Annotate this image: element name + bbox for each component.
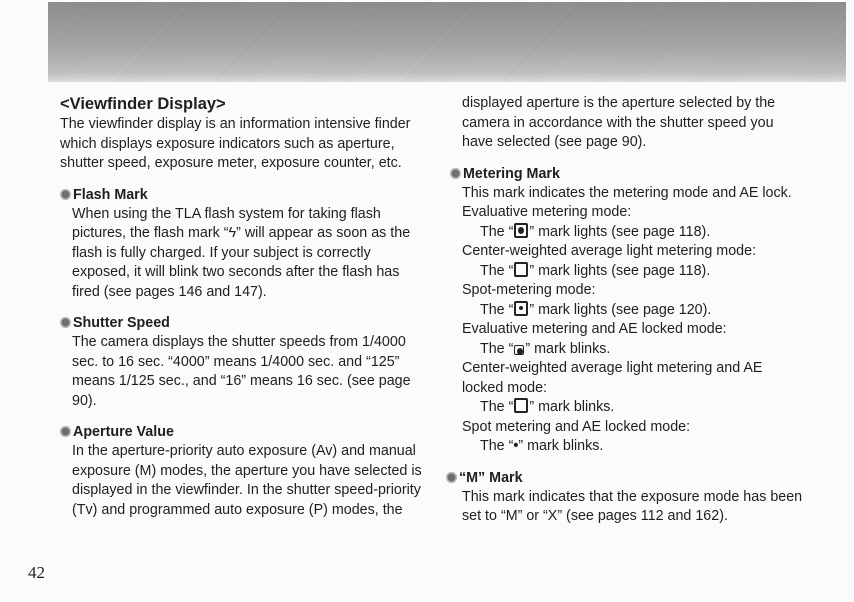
- spot-ae-dot-icon: •: [513, 438, 519, 454]
- header-banner: [48, 2, 846, 82]
- metering-mark-title: Metering Mark: [450, 164, 806, 184]
- aperture-value-text: In the aperture-priority auto exposure (Av) and manual exposure (M) modes, the aperture you have selected is displayed in the viewfinder. In the shutter speed-priority (Tv) and programmed auto exposure (P) modes, the: [72, 443, 422, 518]
- intro-paragraph: The viewfinder display is an information intensive finder which displays exposure indicators such as aperture, shutter speed, exposure meter, exposure counter, etc.: [60, 116, 411, 171]
- center-weighted-ae-lock-icon: [514, 398, 528, 413]
- item-number-icon: [60, 189, 71, 200]
- right-column: [446, 94, 806, 527]
- aperture-value-title: Aperture Value: [60, 422, 425, 442]
- eval-metering-label: Evaluative metering mode:: [462, 204, 632, 220]
- m-mark-section: [446, 468, 806, 527]
- spot-metering-icon: [514, 301, 528, 316]
- metering-intro: This mark indicates the metering mode and AE lock.: [462, 184, 792, 201]
- flash-mark-section: [72, 185, 425, 303]
- item-number-icon: [60, 317, 71, 328]
- shutter-speed-title: Shutter Speed: [60, 313, 425, 333]
- spot-ae-label: Spot metering and AE locked mode:: [462, 418, 691, 435]
- spot-metering-mark: The “ ” mark lights (see page 120).: [480, 301, 712, 318]
- page-number: 42: [28, 563, 45, 582]
- left-column: [60, 94, 425, 520]
- aperture-continuation: displayed aperture is the aperture selected by the camera in accordance with the shutter speed you have selected (see page 90).: [462, 95, 776, 150]
- item-number-icon: [446, 472, 457, 483]
- item-number-icon: [60, 426, 71, 437]
- flash-mark-text: When using the TLA flash system for taking flash pictures, the flash mark “ϟ” will appear as soon as the flash is fully charged. If your subject is correctly exposed, it will blink two seconds after the flash has fired (see pages 146 and 147).: [72, 205, 411, 300]
- evaluative-metering-icon: [514, 223, 528, 238]
- section-heading: <Viewfinder Display>: [60, 95, 226, 113]
- center-ae-mark: The “ ” mark blinks.: [480, 399, 615, 415]
- spot-ae-mark: The “•” mark blinks.: [480, 438, 604, 454]
- center-ae-label: Center-weighted average light metering and AE locked mode:: [462, 360, 763, 396]
- center-metering-mark: The “ ” mark lights (see page 118).: [480, 262, 711, 279]
- metering-mark-section: [462, 164, 806, 457]
- eval-ae-mark: The “ ” mark blinks.: [480, 340, 611, 357]
- evaluative-ae-lock-icon: [514, 345, 524, 355]
- m-mark-title: “M” Mark: [446, 468, 806, 488]
- flash-symbol-icon: ϟ: [228, 225, 237, 241]
- item-number-icon: [450, 168, 461, 179]
- m-mark-text: This mark indicates that the exposure mode has been set to “M” or “X” (see pages 112 and 162).: [462, 488, 803, 524]
- shutter-speed-section: [72, 313, 425, 411]
- center-metering-label: Center-weighted average light metering mode:: [462, 243, 757, 259]
- shutter-speed-text: The camera displays the shutter speeds from 1/4000 sec. to 16 sec. “4000” means 1/4000 sec. and “125” means 1/125 sec., and “16” means 16 sec. (see page 90).: [72, 334, 411, 409]
- eval-metering-mark: The “ ” mark lights (see page 118).: [480, 223, 711, 240]
- flash-mark-title: Flash Mark: [60, 185, 425, 205]
- spot-metering-label: Spot-metering mode:: [462, 282, 596, 298]
- center-weighted-metering-icon: [514, 262, 528, 277]
- eval-ae-label: Evaluative metering and AE locked mode:: [462, 321, 727, 337]
- aperture-value-section: [72, 422, 425, 520]
